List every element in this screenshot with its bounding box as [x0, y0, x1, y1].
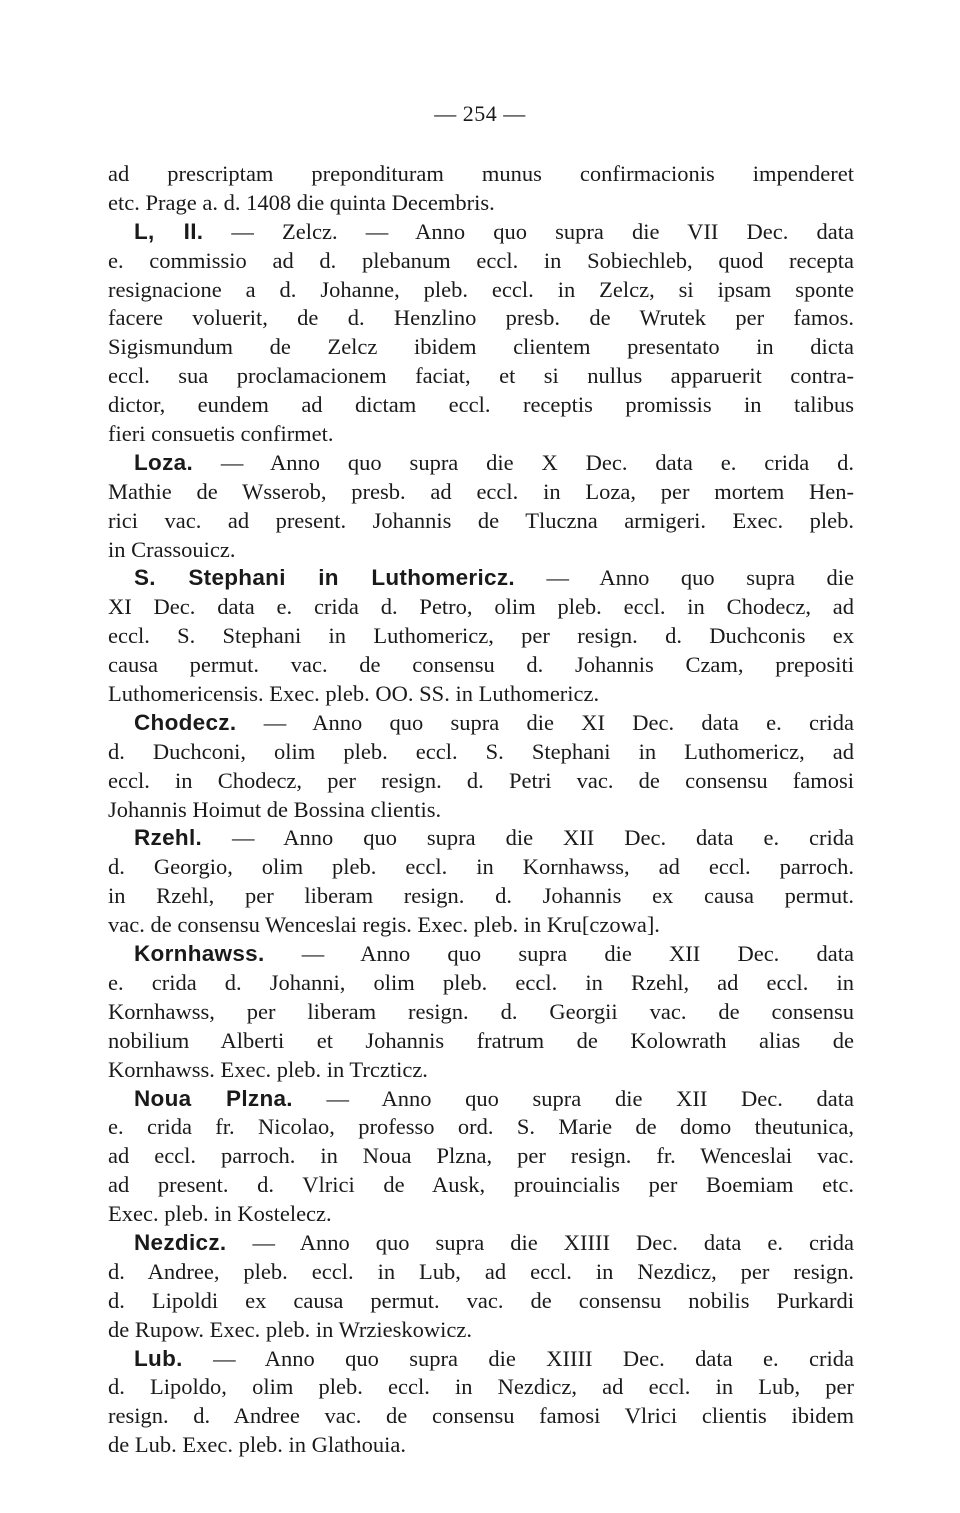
text-line	[108, 189, 854, 218]
entry-heading-line	[108, 449, 854, 478]
text-line	[108, 882, 854, 911]
text-line	[108, 1113, 854, 1142]
entry-heading-line	[108, 564, 854, 593]
entry-heading: Noua Plzna.	[134, 1085, 293, 1111]
entry-heading: S. Stephani in Luthomericz.	[134, 565, 515, 591]
line-text: in Crassouicz.	[108, 536, 236, 562]
line-text: etc. Prage a. d. 1408 die quinta Decembris.	[108, 189, 495, 215]
line-text: eccl. S. Stephani in Luthomericz, per resign. d. Duchconis ex	[108, 623, 854, 649]
entry-heading: Loza.	[134, 449, 194, 475]
line-text: eccl. sua proclamacionem faciat, et si nullus apparuerit contra-	[108, 363, 854, 389]
line-text: e. commissio ad d. plebanum eccl. in Sobiechleb, quod recepta	[108, 247, 854, 273]
text-line	[108, 738, 854, 767]
line-text: d. Lipoldo, olim pleb. eccl. in Nezdicz, ad eccl. in Lub, per	[108, 1374, 854, 1400]
entry-heading-line	[108, 824, 854, 853]
text-line	[108, 853, 854, 882]
entry-heading: Kornhawss.	[134, 941, 265, 967]
line-text: Mathie de Wsserob, presb. ad eccl. in Loza, per mortem Hen-	[108, 478, 854, 504]
line-text: — Zelcz. — Anno quo supra die VII Dec. data	[203, 218, 854, 244]
line-text: Johannis Hoimut de Bossina clientis.	[108, 796, 442, 822]
line-text: rici vac. ad present. Johannis de Tluczna armigeri. Exec. pleb.	[108, 507, 854, 533]
line-text: de Rupow. Exec. pleb. in Wrzieskowicz.	[108, 1316, 472, 1342]
entry-heading: L, II.	[134, 218, 204, 244]
line-text: — Anno quo supra die	[514, 565, 854, 591]
entry-heading-line	[108, 218, 854, 247]
text-line	[108, 622, 854, 651]
text-line	[108, 1027, 854, 1056]
text-line	[108, 304, 854, 333]
line-text: e. crida d. Johanni, olim pleb. eccl. in Rzehl, ad eccl. in	[108, 969, 854, 995]
entry-heading: Chodecz.	[134, 709, 237, 735]
line-text: facere voluerit, de d. Henzlino presb. de Wrutek per famos.	[108, 305, 854, 331]
text-line	[108, 1402, 854, 1431]
line-text: — Anno quo supra die XII Dec. data e. crida	[202, 825, 854, 851]
line-text: Exec. pleb. in Kostelecz.	[108, 1201, 332, 1227]
text-line	[108, 1373, 854, 1402]
entry-heading-line	[108, 1229, 854, 1258]
line-text: Luthomericensis. Exec. pleb. OO. SS. in Luthomericz.	[108, 681, 600, 707]
entry-heading: Nezdicz.	[134, 1229, 227, 1255]
line-text: eccl. in Chodecz, per resign. d. Petri vac. de consensu famosi	[108, 767, 854, 793]
text-line	[108, 651, 854, 680]
line-text: e. crida fr. Nicolao, professo ord. S. Marie de domo theutunica,	[108, 1114, 854, 1140]
line-text: dictor, eundem ad dictam eccl. receptis promissis in talibus	[108, 392, 854, 418]
text-line	[108, 998, 854, 1027]
line-text: d. Lipoldi ex causa permut. vac. de consensu nobilis Purkardi	[108, 1287, 854, 1313]
text-line	[108, 160, 854, 189]
line-text: vac. de consensu Wenceslai regis. Exec. pleb. in Kru[czowa].	[108, 912, 660, 938]
text-line	[108, 1258, 854, 1287]
line-text: causa permut. vac. de consensu d. Johannis Czam, prepositi	[108, 652, 854, 678]
document-body	[108, 160, 854, 1460]
line-text: resign. d. Andree vac. de consensu famosi Vlrici clientis ibidem	[108, 1403, 854, 1429]
text-line	[108, 1142, 854, 1171]
text-line	[108, 391, 854, 420]
text-line	[108, 593, 854, 622]
line-text: XI Dec. data e. crida d. Petro, olim pleb. eccl. in Chodecz, ad	[108, 594, 854, 620]
text-line	[108, 507, 854, 536]
entry-heading-line	[108, 709, 854, 738]
text-line	[108, 767, 854, 796]
line-text: Kornhawss, per liberam resign. d. Georgii vac. de consensu	[108, 998, 854, 1024]
entry-heading: Lub.	[134, 1345, 183, 1371]
line-text: resignacione a d. Johanne, pleb. eccl. in Zelcz, si ipsam sponte	[108, 276, 854, 302]
line-text: d. Georgio, olim pleb. eccl. in Kornhawss, ad eccl. parroch.	[108, 854, 854, 880]
entry-heading-line	[108, 1345, 854, 1374]
text-line	[108, 1200, 854, 1229]
line-text: — Anno quo supra die X Dec. data e. crida d.	[193, 449, 854, 475]
line-text: fieri consuetis confirmet.	[108, 421, 334, 447]
text-line	[108, 1056, 854, 1085]
line-text: — Anno quo supra die XII Dec. data	[292, 1085, 854, 1111]
line-text: — Anno quo supra die XII Dec. data	[264, 941, 854, 967]
line-text: Sigismundum de Zelcz ibidem clientem presentato in dicta	[108, 334, 854, 360]
text-line	[108, 1287, 854, 1316]
text-line	[108, 276, 854, 305]
text-line	[108, 680, 854, 709]
text-line	[108, 536, 854, 565]
text-line	[108, 1431, 854, 1460]
text-line	[108, 796, 854, 825]
text-line	[108, 362, 854, 391]
text-line	[108, 911, 854, 940]
text-line	[108, 247, 854, 276]
page-number: — 254 —	[434, 101, 526, 126]
text-line	[108, 969, 854, 998]
line-text: nobilium Alberti et Johannis fratrum de Kolowrath alias de	[108, 1027, 854, 1053]
text-line	[108, 1316, 854, 1345]
line-text: de Lub. Exec. pleb. in Glathouia.	[108, 1432, 407, 1458]
line-text: — Anno quo supra die XIIII Dec. data e. crida	[182, 1345, 854, 1371]
line-text: ad prescriptam prepondituram munus confirmacionis impenderet	[108, 161, 854, 186]
entry-heading: Rzehl.	[134, 825, 203, 851]
line-text: — Anno quo supra die XIIII Dec. data e. crida	[226, 1229, 854, 1255]
line-text: Kornhawss. Exec. pleb. in Trczticz.	[108, 1056, 428, 1082]
line-text: d. Andree, pleb. eccl. in Lub, ad eccl. in Nezdicz, per resign.	[108, 1258, 854, 1284]
line-text: in Rzehl, per liberam resign. d. Johannis ex causa permut.	[108, 883, 854, 909]
entry-heading-line	[108, 1085, 854, 1114]
line-text: — Anno quo supra die XI Dec. data e. crida	[236, 709, 854, 735]
line-text: d. Duchconi, olim pleb. eccl. S. Stephani in Luthomericz, ad	[108, 738, 854, 764]
line-text: ad present. d. Vlrici de Ausk, prouincialis per Boemiam etc.	[108, 1172, 854, 1198]
text-line	[108, 333, 854, 362]
text-line	[108, 420, 854, 449]
line-text: ad eccl. parroch. in Noua Plzna, per resign. fr. Wenceslai vac.	[108, 1143, 854, 1169]
text-line	[108, 1171, 854, 1200]
text-line	[108, 478, 854, 507]
entry-heading-line	[108, 940, 854, 969]
